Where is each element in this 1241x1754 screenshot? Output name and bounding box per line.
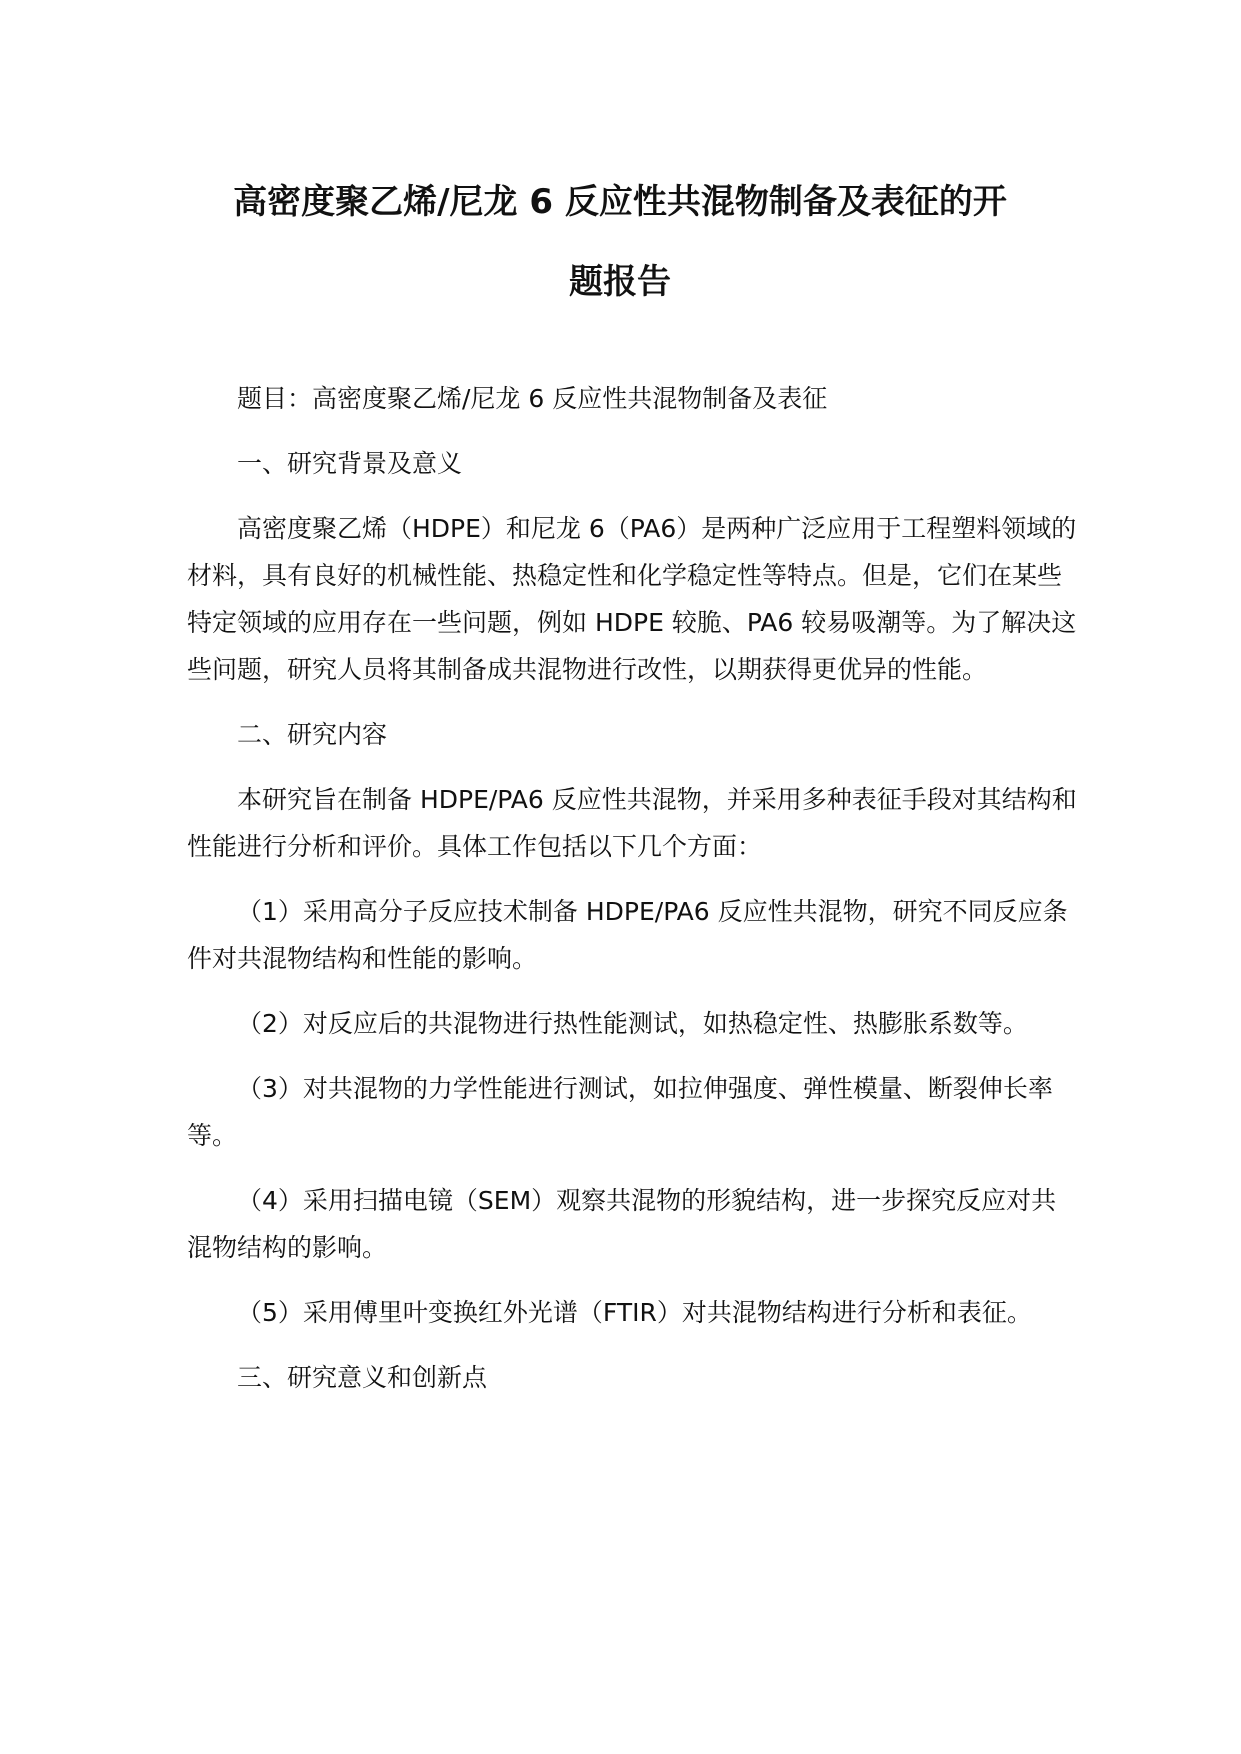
content-item-3: （3）对共混物的力学性能进行测试，如拉伸强度、弹性模量、断裂伸长率等。 xyxy=(187,1074,1053,1150)
content-intro-paragraph: 本研究旨在制备 HDPE/PA6 反应性共混物，并采用多种表征手段对其结构和性能进行分析和评价。具体工作包括以下几个方面： xyxy=(187,785,1077,861)
section-heading-background: 一、研究背景及意义 xyxy=(237,449,463,478)
document-title-line-2: 题报告 xyxy=(569,262,671,302)
content-item-4: （4）采用扫描电镜（SEM）观察共混物的形貌结构，进一步探究反应对共混物结构的影响。 xyxy=(187,1186,1057,1262)
background-paragraph: 高密度聚乙烯（HDPE）和尼龙 6（PA6）是两种广泛应用于工程塑料领域的材料，具有良好的机械性能、热稳定性和化学稳定性等特点。但是，它们在某些特定领域的应用存在一些问题，例如 HDPE 较脆、PA6 较易吸潮等。为了解决这些问题，研究人员将其制备成共混物进行改性，以期获得更优异的性能。 xyxy=(187,514,1077,684)
topic-line: 题目：高密度聚乙烯/尼龙 6 反应性共混物制备及表征 xyxy=(237,384,828,413)
content-item-5: （5）采用傅里叶变换红外光谱（FTIR）对共混物结构进行分析和表征。 xyxy=(237,1298,1032,1327)
content-item-2: （2）对反应后的共混物进行热性能测试，如热稳定性、热膨胀系数等。 xyxy=(237,1009,1028,1038)
section-heading-content: 二、研究内容 xyxy=(237,720,388,749)
document-title-line-1: 高密度聚乙烯/尼龙 6 反应性共混物制备及表征的开 xyxy=(233,182,1007,222)
content-item-1: （1）采用高分子反应技术制备 HDPE/PA6 反应性共混物，研究不同反应条件对共混物结构和性能的影响。 xyxy=(187,897,1068,973)
document-body xyxy=(187,375,1077,1419)
section-heading-significance: 三、研究意义和创新点 xyxy=(237,1363,488,1392)
